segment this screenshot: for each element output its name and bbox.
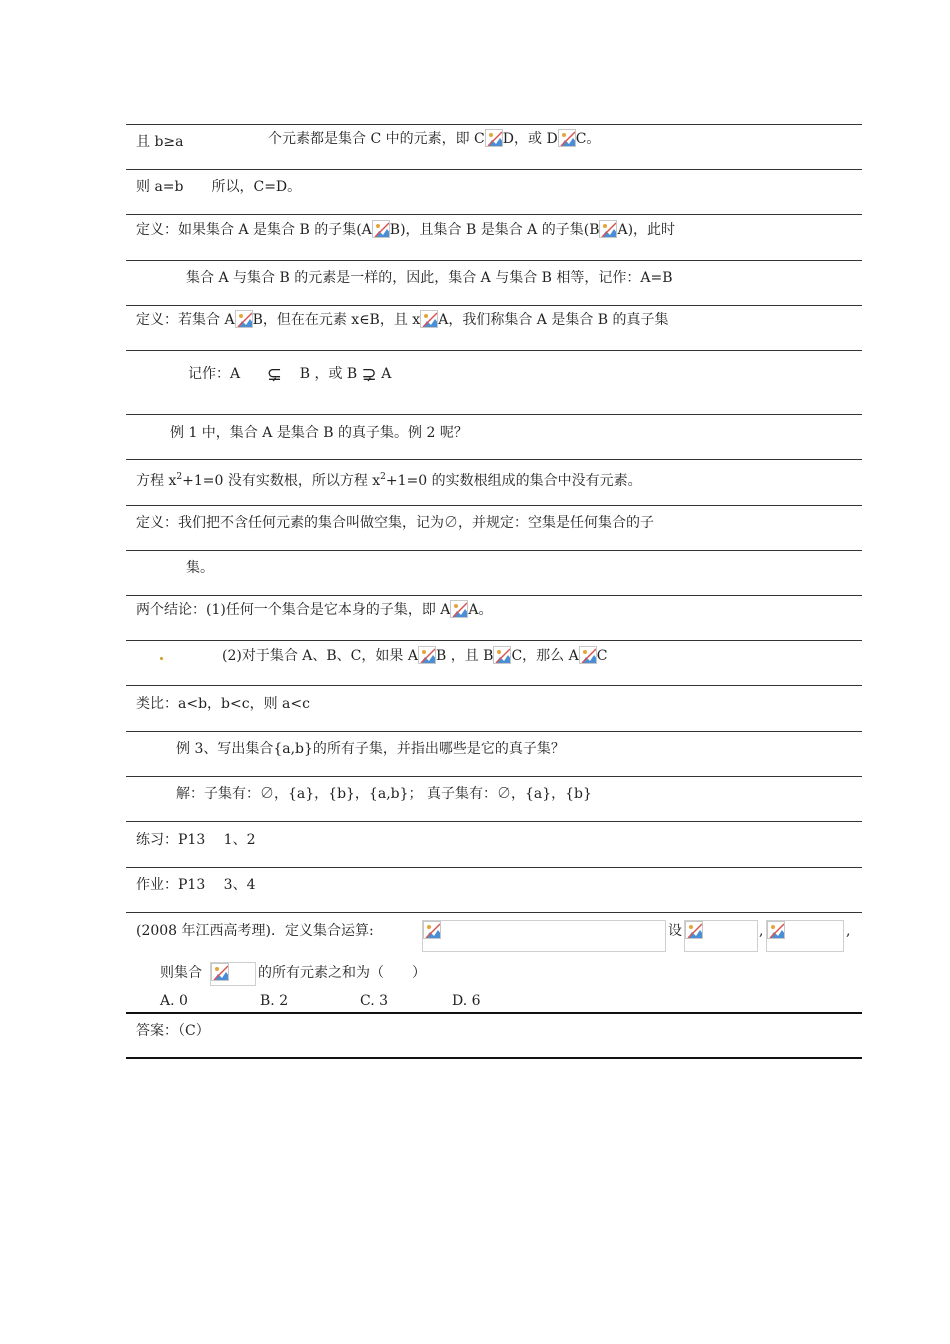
row-text: 定义：如果集合 A 是集合 B 的子集(A B)，且集合 B 是集合 A 的子集(B A)，此时 — [136, 222, 676, 238]
mark-dot — [160, 657, 163, 660]
rule — [126, 169, 862, 170]
row-text: 两个结论：(1)任何一个集合是它本身的子集，即 A A。 — [136, 602, 493, 618]
rule — [126, 640, 862, 641]
rule — [126, 1057, 862, 1059]
broken-image-icon — [558, 129, 576, 147]
row-text: 定义：若集合 A B，但在在元素 x∈B，且 x A，我们称集合 A 是集合 B 的真子集 — [136, 312, 669, 328]
rule — [126, 260, 862, 261]
rule — [126, 124, 862, 125]
broken-image-icon — [599, 220, 617, 238]
broken-image-icon — [235, 310, 253, 328]
row-text: 作业：P13 3、4 — [136, 877, 256, 893]
row-text: 且 b≥a — [136, 134, 184, 150]
rule — [126, 912, 862, 913]
option-b: B. 2 — [260, 993, 289, 1009]
row-text: 解：子集有：∅，{a}，{b}，{a,b}； 真子集有：∅，{a}，{b} — [176, 786, 592, 802]
broken-image-icon — [485, 129, 503, 147]
question-text: , — [846, 923, 851, 939]
rule — [126, 214, 862, 215]
row-text: 例 3、写出集合{a,b}的所有子集，并指出哪些是它的真子集？ — [176, 741, 565, 757]
option-d: D. 6 — [452, 993, 481, 1009]
rule — [126, 685, 862, 686]
formula-image-frame — [422, 920, 666, 952]
row-text: 例 1 中，集合 A 是集合 B 的真子集。例 2 呢？ — [170, 425, 468, 441]
rule — [126, 595, 862, 596]
formula-image-frame — [210, 962, 256, 986]
question-text: 的所有元素之和为（ ） — [258, 965, 426, 981]
row-text: 则 a=b 所以，C=D。 — [136, 179, 302, 195]
broken-image-icon — [423, 921, 441, 939]
question-text: 则集合 — [160, 965, 202, 981]
rule — [126, 1012, 862, 1014]
question-text: 设 — [668, 923, 682, 939]
rule — [126, 414, 862, 415]
broken-image-icon — [450, 600, 468, 618]
row-text: 练习：P13 1、2 — [136, 832, 256, 848]
broken-image-icon — [211, 963, 229, 981]
proper-subset-symbol: ⊊ — [266, 364, 282, 385]
proper-superset-symbol: ⊋ — [361, 364, 377, 385]
row-text: 集。 — [186, 560, 214, 576]
row-text: 记作：A ⊊ B ，或 B ⊋ A — [188, 364, 392, 385]
row-text: 方程 $x^2+1=0$ 没有实数根，所以方程 $x^2+1=0$ 的实数根组成的集合中没有元素。 — [136, 472, 642, 489]
rule — [126, 505, 862, 506]
row-text: 集合 A 与集合 B 的元素是一样的，因此，集合 A 与集合 B 相等，记作：A=B — [186, 270, 673, 286]
broken-image-icon — [420, 310, 438, 328]
rule — [126, 731, 862, 732]
option-a: A. 0 — [160, 993, 188, 1009]
rule — [126, 776, 862, 777]
row-text: 类比：a<b，b<c，则 a<c — [136, 696, 310, 712]
rule — [126, 550, 862, 551]
formula-image-frame — [766, 920, 844, 952]
formula-image-frame — [684, 920, 758, 952]
rule — [126, 821, 862, 822]
answer-text: 答案：（C） — [136, 1023, 210, 1039]
broken-image-icon — [418, 646, 436, 664]
row-text: 定义：我们把不含任何元素的集合叫做空集，记为∅，并规定：空集是任何集合的子 — [136, 515, 654, 531]
broken-image-icon — [493, 646, 511, 664]
row-text: 个元素都是集合 C 中的元素，即 C D，或 D C。 — [268, 131, 601, 147]
question-text: , — [759, 923, 764, 939]
question-text: (2008 年江西高考理)．定义集合运算: — [136, 923, 374, 939]
row-text: (2)对于集合 A、B、C，如果 A B ，且 B C，那么 A C — [222, 648, 608, 664]
rule — [126, 867, 862, 868]
rule — [126, 459, 862, 460]
rule — [126, 350, 862, 351]
option-c: C. 3 — [360, 993, 389, 1009]
broken-image-icon — [579, 646, 597, 664]
broken-image-icon — [685, 921, 703, 939]
broken-image-icon — [767, 921, 785, 939]
rule — [126, 305, 862, 306]
broken-image-icon — [372, 220, 390, 238]
